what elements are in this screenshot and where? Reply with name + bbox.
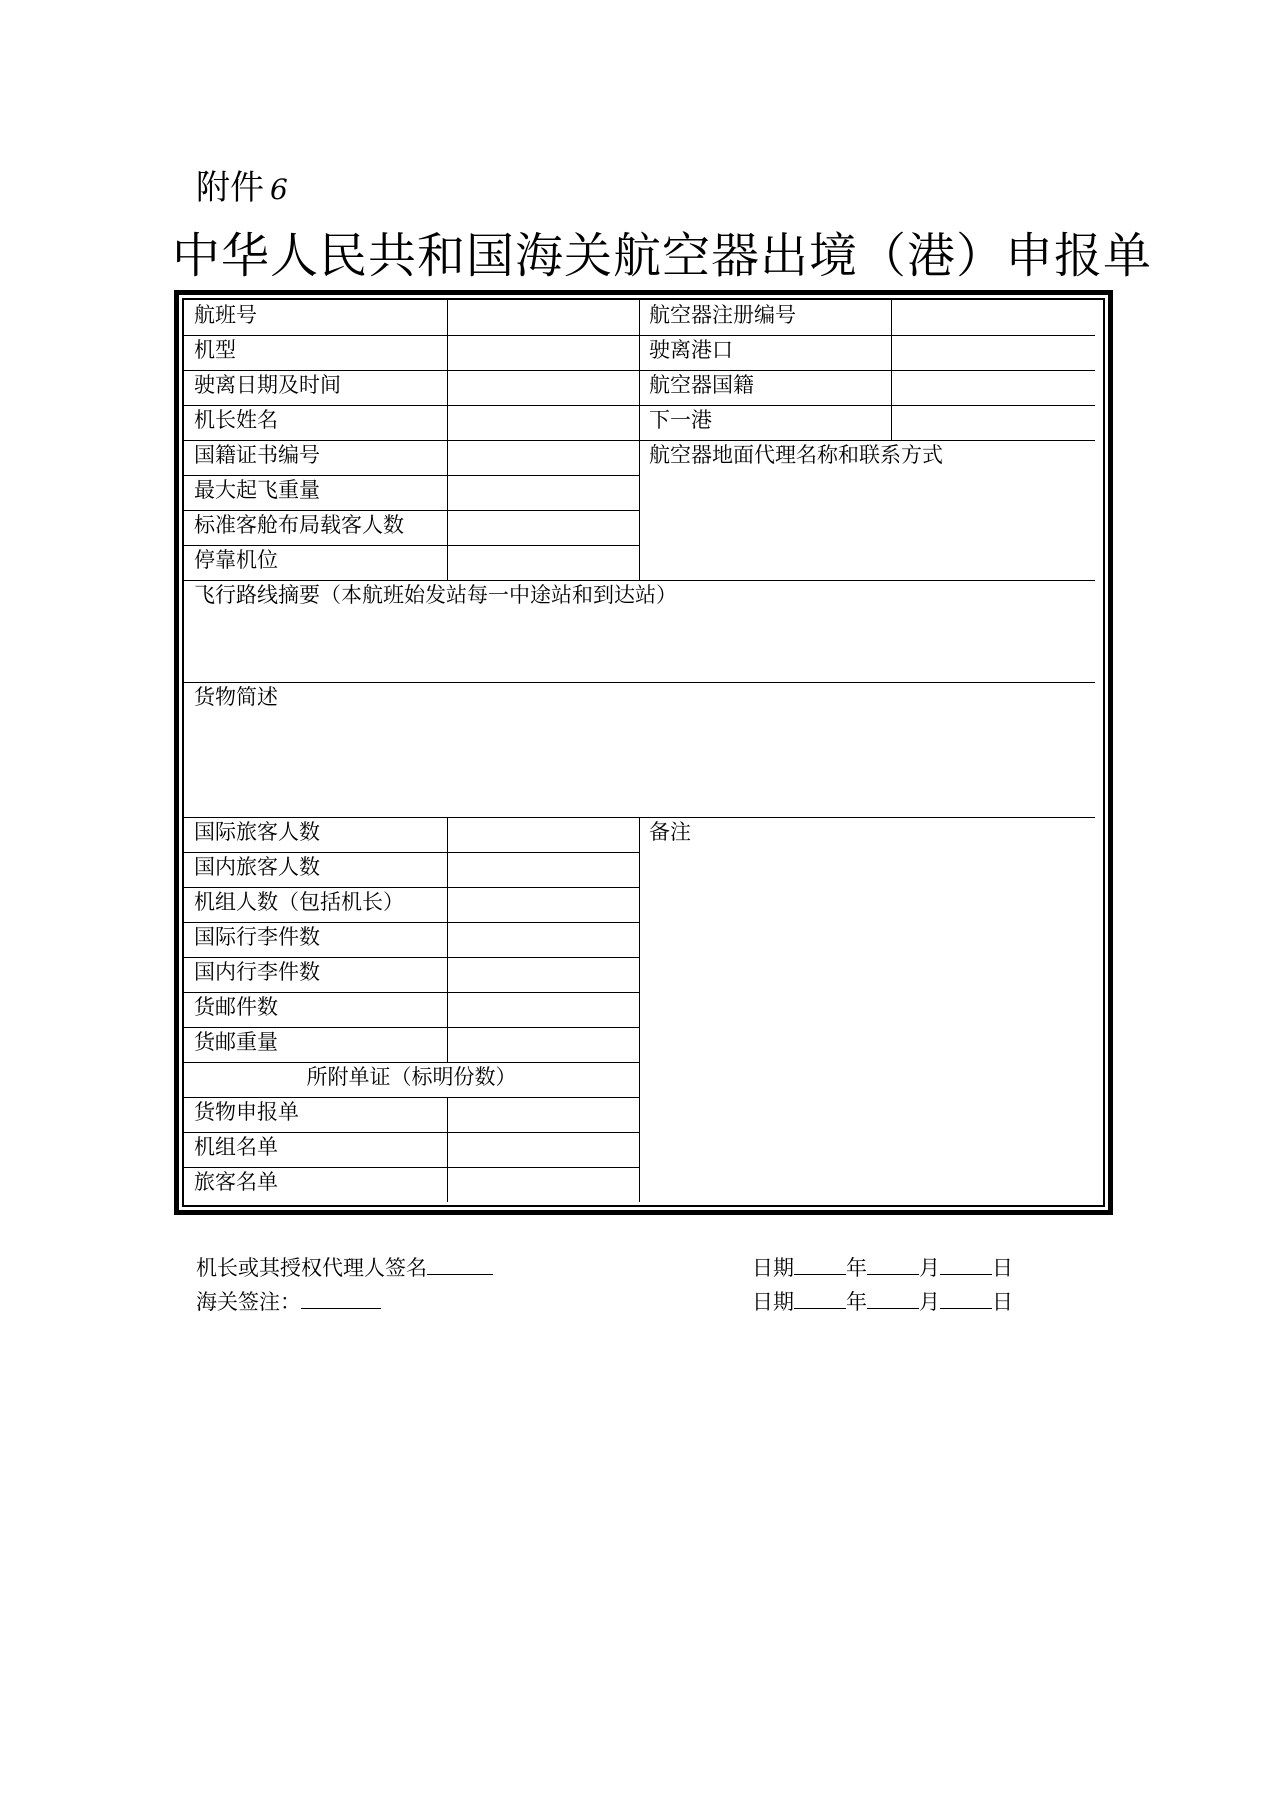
attachment-text: 附件 [196,168,264,208]
grid-line [184,1097,639,1098]
year-label: 年 [846,1290,867,1314]
grid-line [184,682,1095,683]
customs-note-line [196,1288,381,1315]
intl-baggage-field[interactable] [447,922,639,957]
grid-line [447,300,448,580]
cargo-manifest-field[interactable] [447,1097,639,1132]
cargo-description-label: 货物简述 [194,685,278,709]
grid-line [184,1062,639,1063]
ground-agent-field[interactable] [639,440,1096,580]
parking-stand-label: 停靠机位 [194,548,278,572]
date-line-1 [752,1254,1013,1281]
year-label: 年 [846,1256,867,1280]
captain-name-label: 机长姓名 [194,408,278,432]
attachment-label [196,168,288,210]
grid-line [184,475,639,476]
parking-stand-field[interactable] [447,545,639,580]
nationality-cert-label: 国籍证书编号 [194,443,320,467]
cargo-mail-pieces-label: 货邮件数 [194,995,278,1019]
attachment-number: 6 [270,173,288,206]
standard-seating-label: 标准客舱布局载客人数 [194,513,404,537]
cargo-manifest-label: 货物申报单 [194,1100,299,1124]
cargo-mail-pieces-field[interactable] [447,992,639,1027]
month-label: 月 [919,1256,940,1280]
page-title: 中华人民共和国海关航空器出境（港）申报单 [172,228,1153,284]
cargo-mail-weight-field[interactable] [447,1027,639,1062]
grid-line [184,957,639,958]
next-port-field[interactable] [891,405,1096,440]
departure-port-label: 驶离港口 [649,338,733,362]
captain-signature-label: 机长或其授权代理人签名 [196,1256,427,1280]
date-month-field[interactable] [867,1288,919,1309]
grid-line [184,1132,639,1133]
date-year-field[interactable] [794,1288,846,1309]
grid-line [639,300,640,580]
date-month-field[interactable] [867,1254,919,1275]
intl-passengers-label: 国际旅客人数 [194,820,320,844]
cargo-mail-weight-label: 货邮重量 [194,1030,278,1054]
departure-datetime-label: 驶离日期及时间 [194,373,341,397]
intl-passengers-field[interactable] [447,817,639,852]
passenger-list-label: 旅客名单 [194,1170,278,1194]
registration-field[interactable] [891,300,1096,335]
max-takeoff-weight-label: 最大起飞重量 [194,478,320,502]
route-summary-label: 飞行路线摘要（本航班始发站每一中途站和到达站） [194,583,677,607]
intl-baggage-label: 国际行李件数 [194,925,320,949]
date-label: 日期 [752,1290,794,1314]
date-line-2 [752,1288,1013,1315]
remarks-label: 备注 [649,820,691,844]
grid-line [184,510,639,511]
aircraft-type-label: 机型 [194,338,236,362]
remarks-field[interactable] [639,817,1096,1202]
grid-line [184,545,639,546]
departure-datetime-field[interactable] [447,370,639,405]
crew-count-label: 机组人数（包括机长） [194,890,404,914]
grid-line [639,817,640,1202]
crew-list-label: 机组名单 [194,1135,278,1159]
attached-docs-header: 所附单证（标明份数） [306,1065,517,1089]
registration-label: 航空器注册编号 [649,303,796,327]
captain-signature-field[interactable] [427,1254,493,1275]
nationality-cert-field[interactable] [447,440,639,475]
aircraft-nationality-label: 航空器国籍 [649,373,754,397]
next-port-label: 下一港 [649,408,712,432]
crew-list-field[interactable] [447,1132,639,1167]
flight-number-label: 航班号 [194,303,257,327]
grid-line [184,992,639,993]
route-summary-field[interactable] [184,580,1096,682]
max-takeoff-weight-field[interactable] [447,475,639,510]
date-year-field[interactable] [794,1254,846,1275]
date-day-field[interactable] [940,1288,992,1309]
customs-note-label: 海关签注： [196,1290,301,1314]
day-label: 日 [992,1256,1013,1280]
customs-note-field[interactable] [301,1288,381,1309]
grid-line [184,1027,639,1028]
date-label: 日期 [752,1256,794,1280]
aircraft-nationality-field[interactable] [891,370,1096,405]
grid-line [184,1167,639,1168]
grid-line [891,300,892,440]
grid-line [184,852,639,853]
domestic-passengers-label: 国内旅客人数 [194,855,320,879]
grid-line [447,817,448,1062]
domestic-baggage-field[interactable] [447,957,639,992]
flight-number-field[interactable] [447,300,639,335]
departure-port-field[interactable] [891,335,1096,370]
captain-signature-line [196,1254,493,1281]
captain-name-field[interactable] [447,405,639,440]
ground-agent-label: 航空器地面代理名称和联系方式 [649,443,943,467]
date-day-field[interactable] [940,1254,992,1275]
domestic-baggage-label: 国内行李件数 [194,960,320,984]
day-label: 日 [992,1290,1013,1314]
declaration-form [174,290,1113,1215]
cargo-description-field[interactable] [184,682,1096,817]
grid-line [184,922,639,923]
crew-count-field[interactable] [447,887,639,922]
domestic-passengers-field[interactable] [447,852,639,887]
grid-line [447,1097,448,1202]
form-grid [182,298,1105,1207]
month-label: 月 [919,1290,940,1314]
passenger-list-field[interactable] [447,1167,639,1202]
standard-seating-field[interactable] [447,510,639,545]
grid-line [184,580,1095,581]
grid-line [184,887,639,888]
aircraft-type-field[interactable] [447,335,639,370]
